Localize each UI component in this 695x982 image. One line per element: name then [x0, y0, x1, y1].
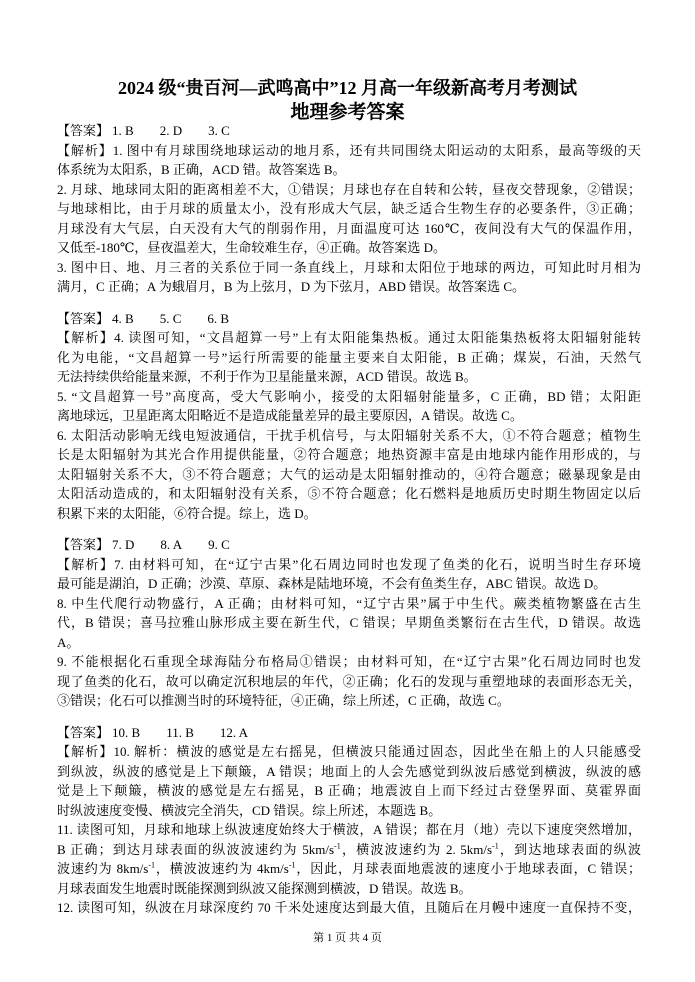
answer-item: 11. B [166, 724, 194, 740]
analysis-paragraph [57, 898, 641, 918]
analysis-paragraph [57, 426, 641, 524]
answer-line [57, 309, 641, 329]
text-line: 无法持续供给能量来源，不利于作为卫星能量来源，ACD 错误。故选 B。 [57, 369, 477, 384]
answer-section [57, 723, 641, 918]
text-line: 时纵波速度变慢、横波完全消失，CD 错误。综上所述，本题选 B。 [57, 802, 442, 818]
text-line: 月球表面发生地震时既能探测到纵波又能探测到横波，D 错误。故选 B。 [57, 880, 472, 896]
text-line: 6. 太阳活动影响无线电短波通信，干扰手机信号，与太阳辐射关系不大，①不符合题意；植物生 [57, 427, 641, 443]
text-segment: B 正确；到达月球表面的纵波波速约为 5km/s [57, 841, 335, 857]
text-line: 体系统为太阳系，B 正确，ACD 错。故答案选 B。 [57, 162, 346, 177]
text-line: 12. 读图可知，纵波在月球深度约 70 千米处速度达到最大值，且随后在月幔中速度一直保持不变， [57, 900, 641, 915]
text-line: 【解析】1. 图中有月球围绕地球运动的地月系，还有共同围绕太阳运动的太阳系，最高等级的天 [57, 142, 641, 158]
text-line: 满月，C 正确；A 为蛾眉月，B 为上弦月，D 为下弦月，ABD 错误。故答案选 C。 [57, 279, 526, 294]
text-line: 最可能是湖泊，D 正确；沙漠、草原、森林是陆地环境，不会有鱼类生存，ABC 错误。故选 D。 [57, 576, 607, 591]
text-line: 代，B 错误；喜马拉雅山脉形成主要在新生代，C 错误；早期鱼类繁衍在古生代，D 错误。故选 [57, 615, 641, 630]
text-line: 长是太阳辐射为其光合作用提供能量，②符合题意；地热资源丰富是由地球内能作用形成的，与 [57, 447, 641, 462]
answer-label: 【答案】 [57, 123, 110, 138]
answer-item: 6. B [207, 310, 230, 326]
text-line: A。 [57, 634, 80, 650]
analysis-paragraph [57, 820, 641, 898]
answer-item: 3. C [208, 123, 230, 138]
page-title: 2024 级“贵百河—武鸣高中”12 月高一年级新高考月考测试 [118, 78, 577, 98]
answer-section [57, 309, 641, 524]
answer-item: 1. B [112, 123, 134, 138]
text-line: 化为电能，“文昌超算一号”运行所需要的能量主要来自太阳能，B 正确；煤炭，石油，天然气 [57, 349, 641, 365]
text-segment: ，横波波速约为 4km/s [155, 861, 289, 876]
text-line: 【解析】10. 解析：横波的感觉是左右摇晃，但横波只能通过固态，因此坐在船上的人只能感受 [57, 744, 641, 759]
analysis-paragraph [57, 387, 641, 426]
analysis-paragraph [57, 652, 641, 711]
text-line: 积累下来的太阳能，⑥符合提。综上，选 D。 [57, 505, 317, 521]
answer-item: 2. D [159, 123, 183, 138]
superscript: -1 [148, 860, 156, 870]
answer-section [57, 535, 641, 711]
answer-item: 4. B [112, 310, 134, 326]
analysis-paragraph [57, 594, 641, 653]
answer-line [57, 535, 641, 555]
analysis-paragraph [57, 328, 641, 387]
text-line: 又低至-180℃，昼夜温差大，生命较难生存，④正确。故答案选 D。 [57, 240, 447, 255]
text-line: ③错误；化石可以推测当时的环境特征，④正确，综上所述，C 正确，故选 C。 [57, 693, 510, 708]
answer-item: 5. C [159, 310, 182, 326]
text-line: 月球没有大气层，白天没有大气的削弱作用，月面温度可达 160℃，夜间没有大气的保温作用， [57, 220, 641, 236]
text-line: 11. 读图可知，月球和地球上纵波速度始终大于横波，A 错误；都在月（地）壳以下速度突然增加， [57, 822, 641, 837]
text-segment: 波速约为 8km/s [57, 861, 149, 876]
text-segment: ，到达地球表面的纵波 [498, 841, 641, 857]
answer-section [57, 121, 641, 297]
answer-body [57, 121, 641, 918]
superscript: -1 [492, 841, 499, 851]
text-line: 觉是上下颠簸，横波的感觉是左右摇晃，B 正确；地震波自上而下经过古登堡界面、莫霍界面 [57, 783, 641, 798]
text-line: 太阳活动造成的，和太阳辐射没有关系，⑤不符合题意；化石燃料是地质历史时期生物固定以后 [57, 486, 641, 501]
answer-item: 8. A [160, 537, 183, 552]
text-line: 到纵波，纵波的感觉是上下颠簸，A 错误；地面上的人会先感觉到纵波后感觉到横波，纵波的感 [57, 763, 641, 779]
text-line: 【解析】4. 读图可知，“文昌超算一号”上有太阳能集热板。通过太阳能集热板将太阳辐射能转 [57, 330, 641, 345]
analysis-paragraph [57, 258, 641, 297]
analysis-paragraph [57, 742, 641, 820]
answer-item: 12. A [219, 724, 249, 740]
text-line: 2. 月球、地球同太阳的距离相差不大，①错误；月球也存在自转和公转，昼夜交替现象，②错误； [57, 181, 641, 197]
analysis-paragraph [57, 141, 641, 180]
text-line: 5. “文昌超算一号”高度高，受大气影响小，接受的太阳辐射能量多，C 正确，BD 错；太阳距 [57, 388, 641, 404]
text-line: 8. 中生代爬行动物盛行，A 正确；由材料可知，“辽宁古果”属于中生代。蕨类植物繁盛在古生 [57, 595, 641, 611]
answer-label: 【答案】 [57, 310, 110, 326]
answer-label: 【答案】 [57, 537, 110, 552]
page-number-footer: 第 1 页 共 4 页 [313, 932, 382, 944]
text-line: 【解析】7. 由材料可知，在“辽宁古果”化石周边同时也发现了鱼类的化石，说明当时生存环境 [57, 556, 641, 572]
superscript: -1 [288, 860, 296, 870]
answer-item: 9. C [208, 537, 230, 552]
text-line: 3. 图中日、地、月三者的关系位于同一条直线上，月球和太阳位于地球的两边，可知此时月相为 [57, 259, 641, 275]
text-line: 太阳辐射关系不大，③不符合题意；大气的运动是太阳辐射推动的，④符合题意；磁暴现象是由 [57, 466, 641, 482]
text-line: 与地球相比，由于月球的质量太小，没有形成大气层，缺乏适合生物生存的必要条件，③正确； [57, 201, 641, 216]
analysis-paragraph [57, 555, 641, 594]
superscript: -1 [334, 841, 341, 851]
text-segment: ，因此，月球表面地震波的速度小于地球表面，C 错误； [295, 861, 641, 876]
text-segment: ，横波波速约为 2. 5km/s [340, 841, 493, 857]
text-line: 离地球远，卫星距离太阳略近不是造成能量差异的最主要原因，A 错误。故选 C。 [57, 408, 523, 423]
text-line: 现了鱼类的化石，故可以确定沉积地层的年代，②正确；化石的发现与重塑地球的表面形态无关， [57, 673, 641, 689]
answer-line [57, 723, 641, 743]
answer-label: 【答案】 [57, 724, 110, 740]
text-line [57, 840, 641, 860]
text-line: 9. 不能根据化石重现全球海陆分布格局①错误；由材料可知，在“辽宁古果”化石周边同时也发 [57, 654, 641, 669]
page-subtitle: 地理参考答案 [290, 102, 405, 123]
answer-item: 7. D [112, 537, 135, 552]
answer-line [57, 121, 641, 141]
answer-item: 10. B [112, 724, 141, 740]
text-line [57, 859, 641, 879]
analysis-paragraph [57, 180, 641, 258]
